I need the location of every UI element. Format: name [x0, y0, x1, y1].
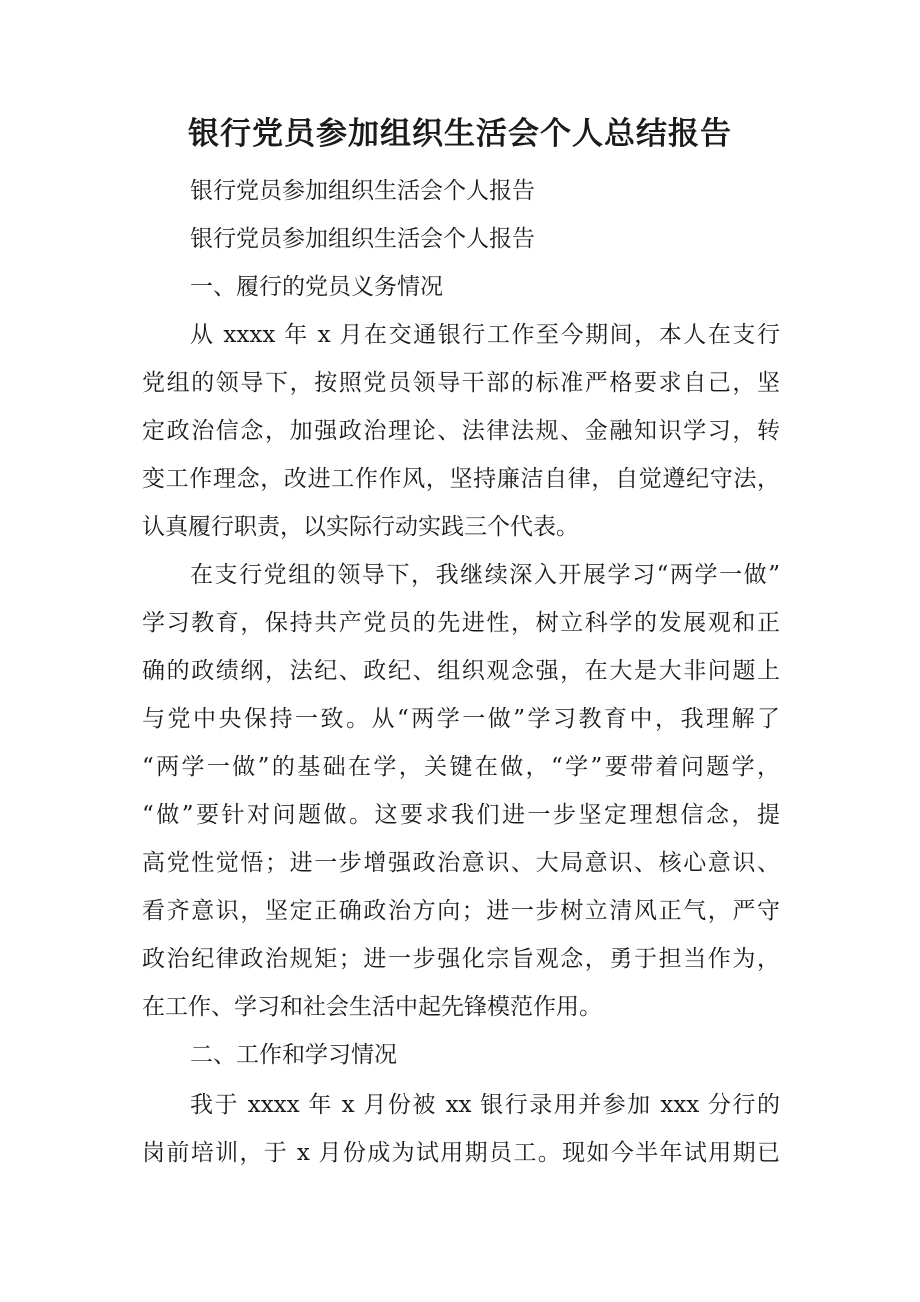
- paragraph-line: 政治纪律政治规矩；进一步强化宗旨观念，勇于担当作为，: [142, 946, 780, 972]
- paragraph-line: 从 xxxx 年 x 月在交通银行工作至今期间，本人在支行: [190, 322, 780, 348]
- paragraph-line: 高党性觉悟；进一步增强政治意识、大局意识、核心意识、: [142, 850, 780, 876]
- paragraph-line: 在工作、学习和社会生活中起先锋模范作用。: [142, 994, 602, 1020]
- subtitle-line: 银行党员参加组织生活会个人报告: [190, 178, 535, 204]
- paragraph-line: 认真履行职责，以实际行动实践三个代表。: [142, 514, 579, 540]
- paragraph-line: 我于 xxxx 年 x 月份被 xx 银行录用并参加 xxx 分行的: [190, 1092, 780, 1118]
- paragraph-line: 岗前培训，于 x 月份成为试用期员工。现如今半年试用期已: [142, 1140, 780, 1166]
- document-title: 银行党员参加组织生活会个人总结报告: [188, 116, 732, 152]
- section-heading: 一、履行的党员义务情况: [190, 274, 443, 300]
- paragraph-line: 变工作理念，改进工作作风，坚持廉洁自律，自觉遵纪守法，: [142, 466, 780, 492]
- paragraph-line: “两学一做”的基础在学，关键在做，“学”要带着问题学，: [142, 754, 780, 780]
- paragraph-line: 定政治信念，加强政治理论、法律法规、金融知识学习，转: [142, 418, 780, 444]
- paragraph-line: 党组的领导下，按照党员领导干部的标准严格要求自己，坚: [142, 370, 780, 396]
- paragraph-line: 看齐意识，坚定正确政治方向；进一步树立清风正气，严守: [142, 898, 780, 924]
- paragraph-line: 在支行党组的领导下，我继续深入开展学习“两学一做”: [190, 562, 780, 588]
- paragraph-line: 确的政绩纲，法纪、政纪、组织观念强，在大是大非问题上: [142, 658, 780, 684]
- section-heading: 二、工作和学习情况: [190, 1042, 397, 1068]
- paragraph-line: “做”要针对问题做。这要求我们进一步坚定理想信念，提: [142, 802, 780, 828]
- paragraph-line: 与党中央保持一致。从“两学一做”学习教育中，我理解了: [142, 706, 780, 732]
- paragraph-line: 学习教育，保持共产党员的先进性，树立科学的发展观和正: [142, 610, 780, 636]
- subtitle-line: 银行党员参加组织生活会个人报告: [190, 226, 535, 252]
